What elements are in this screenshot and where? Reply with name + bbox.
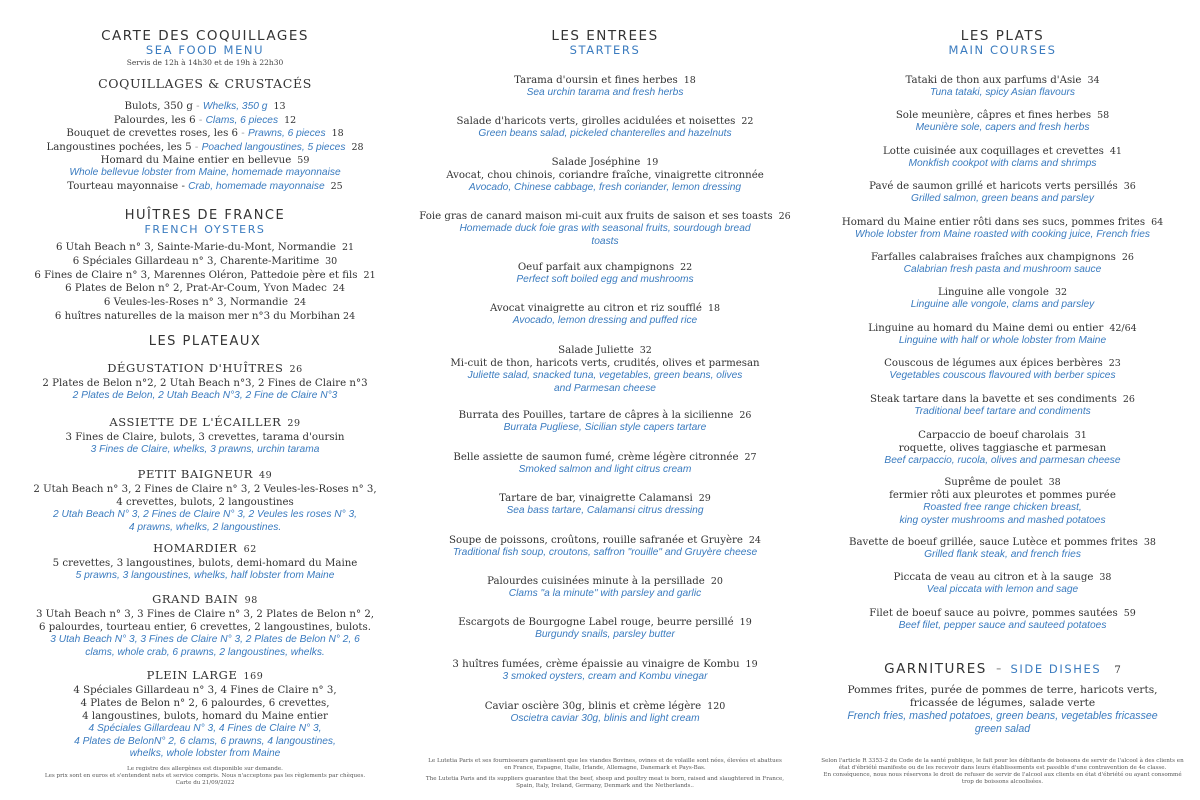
starter-item: Burrata des Pouilles, tartare de câpres à la sicilienne 26 Burrata Pugliese, Sicilian style capers tartare	[458, 410, 752, 433]
alcohol-law-footer: Selon l'article R 3353-2 du Code de la santé publique, le fait pour les débitants de boissons de servir de l'alcool à des clients en état d'ébriété manifeste ou de les recevoir dans leurs établissements est passible d'une contravention de 4e classe. En conséquence, nous nous réservons le droit de refuser de servir de l'alcool aux clients en état d'ébriété ou ayant consommé trop de boissons alcoolisées.	[821, 758, 1184, 785]
oysters-list	[0, 241, 410, 324]
seafood-title: CARTE DES COQUILLAGES	[101, 28, 309, 44]
starter-item: Oeuf parfait aux champignons 22 Perfect soft boiled egg and mushrooms	[516, 262, 694, 285]
main-item: Linguine au homard du Maine demi ou entier 42/64 Linguine with half or whole lobster from Maine	[868, 323, 1137, 346]
mains-subtitle: MAIN COURSES	[948, 43, 1057, 57]
platter: GRAND BAIN 98 3 Utah Beach n° 3, 3 Fines de Claire n° 3, 2 Plates de Belon n° 2, 6 palourdes, tourteau entier, 6 crevettes, 2 langoustines, bulots. 3 Utah Beach N° 3, 3 Fines de Claire N° 3, 2 Plates de Belon N° 2, 6 clams, whole crab, 6 prawns, 2 langoustines, whelks.	[35, 592, 375, 658]
platter: DÉGUSTATION D'HUÎTRES 26 2 Plates de Belon n°2, 2 Utah Beach n°3, 2 Fines de Claire n°3 2 Plates de Belon, 2 Utah Beach N°3, 2 Fine de Claire N°3	[42, 361, 368, 401]
oysters-heading: HUÎTRES DE FRANCE	[124, 208, 286, 223]
oysters-subheading: FRENCH OYSTERS	[144, 223, 266, 236]
oyster-item: 6 Veules-les-Roses n° 3, Normandie 24	[103, 297, 307, 309]
main-item: Pavé de saumon grillé et haricots verts persillés 36 Grilled salmon, green beans and parsley	[869, 181, 1136, 204]
starter-item: Belle assiette de saumon fumé, crème légère citronnée 27 Smoked salmon and light citrus cream	[453, 452, 757, 475]
oyster-item: 6 huîtres naturelles de la maison mer n°3 du Morbihan 24	[54, 310, 356, 322]
seafood-footer: Le registre des allergènes est disponible sur demande. Les prix sont en euros et s'entendent nets et service compris. Nous n'acceptons pas les règlements par chèques. Carte du 21/09/2022	[44, 766, 366, 786]
menu-item: Bouquet de crevettes roses, les 6 - Prawns, 6 pieces 18	[66, 128, 344, 139]
main-item: Filet de boeuf sauce au poivre, pommes sautées 59 Beef filet, pepper sauce and sauteed potatoes	[869, 608, 1136, 631]
starter-item: Palourdes cuisinées minute à la persillade 20 Clams "a la minute" with parsley and garlic	[487, 576, 723, 599]
starter-item: Salade d'haricots verts, girolles acidulées et noisettes 22 Green beans salad, pickeled chanterelles and hazelnuts	[456, 116, 754, 139]
main-item: Couscous de légumes aux épices berbères 23 Vegetables couscous flavoured with berber spices	[884, 358, 1121, 381]
platter: HOMARDIER 62 5 crevettes, 3 langoustines, bulots, demi-homard du Maine 5 prawns, 3 langoustines, whelks, half lobster from Maine	[52, 541, 358, 581]
menu-item: Bulots, 350 g - Whelks, 350 g 13	[124, 101, 286, 112]
main-item: Carpaccio de boeuf charolais 31 roquette, olives taggiasche et parmesan Beef carpaccio, rucola, olives and parmesan cheese	[884, 430, 1121, 466]
starter-item: Escargots de Bourgogne Label rouge, beurre persillé 19 Burgundy snails, parsley butter	[458, 617, 752, 640]
starter-item: Soupe de poissons, croûtons, rouille safranée et Gruyère 24 Traditional fish soup, croutons, saffron "rouille" and Gruyère cheese	[449, 535, 761, 558]
starters-subtitle: STARTERS	[569, 43, 641, 57]
oyster-item: 6 Utah Beach n° 3, Sainte-Marie-du-Mont, Normandie 21	[55, 242, 355, 253]
side-dishes-heading: GARNITURES - SIDE DISHES 7	[884, 658, 1121, 677]
menu-item: Homard du Maine entier en bellevue 59	[100, 155, 310, 166]
starter-item: Salade Joséphine 19 Avocat, chou chinois, coriandre fraîche, vinaigrette citronnée Avocado, Chinese cabbage, fresh coriander, lemon dressing	[446, 157, 764, 193]
starters-column	[415, 0, 795, 800]
mains-title: LES PLATS	[960, 28, 1045, 44]
platter-name: PETIT BAIGNEUR	[137, 467, 254, 481]
menu-item: Langoustines pochées, les 5 - Poached langoustines, 5 pieces 28	[46, 141, 364, 153]
main-item: Tataki de thon aux parfums d'Asie 34 Tuna tataki, spicy Asian flavours	[905, 75, 1100, 98]
seafood-subtitle: SEA FOOD MENU	[145, 43, 265, 57]
platter-name: HOMARDIER	[153, 541, 238, 555]
menu-item: Palourdes, les 6 - Clams, 6 pieces 12	[113, 114, 297, 126]
main-item: Piccata de veau au citron et à la sauge 38 Veal piccata with lemon and sage	[893, 572, 1112, 595]
platter-name: DÉGUSTATION D'HUÎTRES	[107, 361, 284, 375]
platter: PETIT BAIGNEUR 49 2 Utah Beach n° 3, 2 Fines de Claire n° 3, 2 Veules-les-Roses n° 3, 4 crevettes, bulots, 2 langoustines 2 Utah Beach N° 3, 2 Fines de Claire N° 3, 2 Veules les roses N° 3, 4 prawns, whelks, 2 langoustines.	[33, 467, 377, 533]
main-item: Suprême de poulet 38 fermier rôti aux pleurotes et pommes purée Roasted free range chicken breast, king oyster mushrooms and mashed potatoes	[889, 477, 1116, 526]
shellfish-list	[0, 100, 410, 193]
platter-name: GRAND BAIN	[152, 592, 239, 606]
menu-item: Tourteau mayonnaise - Crab, homemade mayonnaise 25	[67, 180, 343, 192]
main-item: Sole meunière, câpres et fines herbes 58 Meunière sole, capers and fresh herbs	[895, 110, 1110, 133]
seafood-column	[0, 0, 410, 800]
service-hours: Servis de 12h à 14h30 et de 19h à 22h30	[126, 58, 284, 67]
main-item: Lotte cuisinée aux coquillages et crevettes 41 Monkfish cookpot with clams and shrimps	[883, 146, 1122, 169]
menu-item-english: Whole bellevue lobster from Maine, homemade mayonnaise	[69, 167, 341, 178]
mains-column	[805, 0, 1200, 800]
oyster-item: 6 Spéciales Gillardeau n° 3, Charente-Maritime 30	[72, 255, 338, 267]
oyster-item: 6 Fines de Claire n° 3, Marennes Oléron, Pattedoie père et fils 21	[34, 269, 376, 281]
starter-item: Avocat vinaigrette au citron et riz soufflé 18 Avocado, lemon dressing and puffed rice	[489, 303, 721, 326]
platter: ASSIETTE DE L'ÉCAILLER 29 3 Fines de Claire, bulots, 3 crevettes, tarama d'oursin 3 Fines de Claire, whelks, 3 prawns, urchin tarama	[65, 415, 345, 455]
meat-origin-footer: Le Lutetia Paris et ses fournisseurs garantissent que les viandes Bovines, ovines et de volaille sont nées, élevées et abattues en France, Espagne, Italie, Irlande, Allemagne, Danemark et Pays-Bas. The Lutetia Paris and its suppliers guarantee that the beef, sheep and poultry meat is born, raised and slaughtered in France, Spain, Italy, Ireland, Germany, Denmark and the Netherlands..	[425, 758, 785, 789]
platter-name: PLEIN LARGE	[146, 668, 238, 682]
starter-item: Foie gras de canard maison mi-cuit aux fruits de saison et ses toasts 26 Homemade duck foie gras with seasonal fruits, sourdough bread toasts	[419, 211, 791, 247]
shellfish-heading: COQUILLAGES & CRUSTACÉS	[98, 76, 312, 91]
starter-item: Salade Juliette 32 Mi-cuit de thon, haricots verts, crudités, olives et parmesan Juliette salad, snacked tuna, vegetables, green beans, olives and Parmesan cheese	[450, 345, 760, 394]
main-item: Steak tartare dans la bavette et ses condiments 26 Traditional beef tartare and condiments	[870, 394, 1135, 417]
starter-item: Tartare de bar, vinaigrette Calamansi 29 Sea bass tartare, Calamansi citrus dressing	[499, 493, 711, 516]
side-dishes: Pommes frites, purée de pommes de terre, haricots verts, fricassée de légumes, salade verte French fries, mashed potatoes, green beans, vegetables fricassee green salad	[847, 684, 1158, 735]
starter-item: Caviar oscière 30g, blinis et crème légère 120 Oscietra caviar 30g, blinis and light cream	[484, 701, 726, 724]
platter-name: ASSIETTE DE L'ÉCAILLER	[109, 415, 282, 429]
starters-title: LES ENTREES	[551, 28, 659, 44]
oyster-item: 6 Plates de Belon n° 2, Prat-Ar-Coum, Yvon Madec 24	[65, 283, 345, 295]
main-item: Bavette de boeuf grillée, sauce Lutèce et pommes frites 38 Grilled flank steak, and french fries	[849, 537, 1156, 560]
platters-heading: LES PLATEAUX	[148, 334, 262, 349]
platter: PLEIN LARGE 169 4 Spéciales Gillardeau n° 3, 4 Fines de Claire n° 3, 4 Plates de Belon n° 2, 6 palourdes, 6 crevettes, 4 langoustines, bulots, homard du Maine entier 4 Spéciales Gillardeau N° 3, 4 Fines de Claire N° 3, 4 Plates de BelonN° 2, 6 clams, 6 prawns, 4 langoustines, whelks, whole lobster from Maine	[73, 668, 337, 759]
main-item: Homard du Maine entier rôti dans ses sucs, pommes frites 64 Whole lobster from Maine roasted with cooking juice, French fries	[841, 217, 1164, 240]
starter-item: 3 huîtres fumées, crème épaissie au vinaigre de Kombu 19 3 smoked oysters, cream and Kombu vinegar	[452, 659, 758, 682]
starter-item: Tarama d'oursin et fines herbes 18 Sea urchin tarama and fresh herbs	[514, 75, 696, 98]
main-item: Linguine alle vongole 32 Linguine alle vongole, clams and parsley	[910, 287, 1095, 310]
main-item: Farfalles calabraises fraîches aux champignons 26 Calabrian fresh pasta and mushroom sauce	[871, 252, 1134, 275]
